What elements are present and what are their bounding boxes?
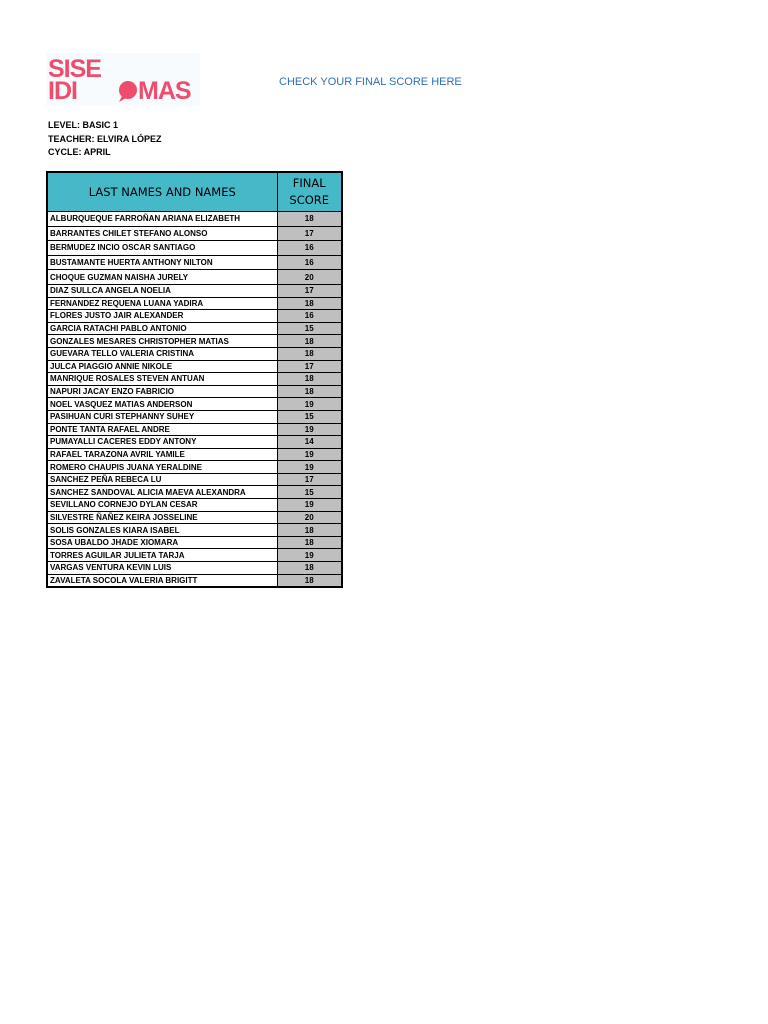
student-name-cell: DIAZ SULLCA ANGELA NOELIA: [47, 284, 277, 297]
logo-line-2a: IDI: [48, 77, 77, 105]
student-name-cell: MANRIQUE ROSALES STEVEN ANTUAN: [47, 373, 277, 386]
table-row: [47, 398, 342, 411]
final-score-cell: 20: [277, 511, 342, 524]
logo-line-1: SISE: [48, 55, 101, 83]
table-row: [47, 241, 342, 256]
student-name-cell: JULCA PIAGGIO ANNIE NIKOLE: [47, 360, 277, 373]
student-name-cell: FLORES JUSTO JAIR ALEXANDER: [47, 310, 277, 323]
logo-graphic: [46, 53, 200, 106]
student-name-cell: FERNANDEZ REQUENA LUANA YADIRA: [47, 297, 277, 310]
final-score-cell: 14: [277, 436, 342, 449]
final-score-cell: 20: [277, 270, 342, 285]
student-name-cell: GUEVARA TELLO VALERIA CRISTINA: [47, 347, 277, 360]
final-score-cell: 15: [277, 322, 342, 335]
check-final-score-link[interactable]: CHECK YOUR FINAL SCORE HERE: [279, 76, 462, 88]
header-score-line-2: SCORE: [289, 193, 330, 207]
final-score-cell: 17: [277, 226, 342, 241]
final-score-cell: 19: [277, 461, 342, 474]
table-row: [47, 562, 342, 575]
student-name-cell: TORRES AGUILAR JULIETA TARJA: [47, 549, 277, 562]
student-name-cell: ROMERO CHAUPIS JUANA YERALDINE: [47, 461, 277, 474]
table-row: [47, 226, 342, 241]
table-header-row: [47, 172, 342, 212]
student-name-cell: SEVILLANO CORNEJO DYLAN CESAR: [47, 499, 277, 512]
student-name-cell: ZAVALETA SOCOLA VALERIA BRIGITT: [47, 574, 277, 587]
student-name-cell: GARCIA RATACHI PABLO ANTONIO: [47, 322, 277, 335]
student-name-cell: VARGAS VENTURA KEVIN LUIS: [47, 562, 277, 575]
final-score-cell: 19: [277, 423, 342, 436]
table-row: [47, 297, 342, 310]
final-score-cell: 17: [277, 284, 342, 297]
student-name-cell: SOSA UBALDO JHADE XIOMARA: [47, 536, 277, 549]
student-name-cell: SILVESTRE ÑAÑEZ KEIRA JOSSELINE: [47, 511, 277, 524]
speech-bubble-icon: [119, 81, 137, 102]
sise-idiomas-logo: [46, 53, 200, 106]
logo-line-2b: MAS: [138, 77, 191, 105]
table-row: [47, 461, 342, 474]
student-name-cell: BUSTAMANTE HUERTA ANTHONY NILTON: [47, 255, 277, 270]
header-names: LAST NAMES AND NAMES: [47, 172, 277, 212]
student-name-cell: PASIHUAN CURI STEPHANNY SUHEY: [47, 410, 277, 423]
final-score-cell: 18: [277, 562, 342, 575]
table-row: [47, 436, 342, 449]
final-score-cell: 16: [277, 255, 342, 270]
final-score-cell: 18: [277, 212, 342, 227]
student-name-cell: ALBURQUEQUE FARROÑAN ARIANA ELIZABETH: [47, 212, 277, 227]
student-name-cell: CHOQUE GUZMAN NAISHA JURELY: [47, 270, 277, 285]
student-name-cell: RAFAEL TARAZONA AVRIL YAMILE: [47, 448, 277, 461]
final-score-cell: 15: [277, 410, 342, 423]
table-row: [47, 549, 342, 562]
table-row: [47, 536, 342, 549]
student-name-cell: SOLIS GONZALES KIARA ISABEL: [47, 524, 277, 537]
final-score-cell: 18: [277, 385, 342, 398]
student-name-cell: BERMUDEZ INCIO OSCAR SANTIAGO: [47, 241, 277, 256]
student-name-cell: PONTE TANTA RAFAEL ANDRE: [47, 423, 277, 436]
final-score-cell: 17: [277, 360, 342, 373]
final-score-cell: 17: [277, 473, 342, 486]
student-name-cell: NOEL VASQUEZ MATIAS ANDERSON: [47, 398, 277, 411]
student-name-cell: PUMAYALLI CACERES EDDY ANTONY: [47, 436, 277, 449]
student-name-cell: SANCHEZ PEÑA REBECA LU: [47, 473, 277, 486]
header-final-score: [277, 172, 342, 212]
student-name-cell: NAPURI JACAY ENZO FABRICIO: [47, 385, 277, 398]
table-row: [47, 373, 342, 386]
final-score-cell: 18: [277, 347, 342, 360]
table-row: [47, 410, 342, 423]
table-row: [47, 511, 342, 524]
table-row: [47, 423, 342, 436]
table-row: [47, 270, 342, 285]
final-score-cell: 16: [277, 310, 342, 323]
table-row: [47, 360, 342, 373]
table-row: [47, 212, 342, 227]
final-score-cell: 16: [277, 241, 342, 256]
table-row: [47, 335, 342, 348]
table-row: [47, 322, 342, 335]
final-score-cell: 18: [277, 373, 342, 386]
table-row: [47, 499, 342, 512]
student-name-cell: BARRANTES CHILET STEFANO ALONSO: [47, 226, 277, 241]
table-row: [47, 284, 342, 297]
student-name-cell: SANCHEZ SANDOVAL ALICIA MAEVA ALEXANDRA: [47, 486, 277, 499]
final-score-cell: 18: [277, 574, 342, 587]
final-score-cell: 15: [277, 486, 342, 499]
table-row: [47, 574, 342, 587]
final-score-cell: 19: [277, 398, 342, 411]
table-row: [47, 486, 342, 499]
header-score-line-1: FINAL: [292, 176, 326, 190]
table-row: [47, 473, 342, 486]
teacher-label: TEACHER: ELVIRA LÓPEZ: [48, 133, 162, 144]
table-row: [47, 255, 342, 270]
final-score-cell: 18: [277, 536, 342, 549]
table-row: [47, 347, 342, 360]
final-score-cell: 19: [277, 499, 342, 512]
level-label: LEVEL: BASIC 1: [48, 120, 119, 130]
student-name-cell: GONZALES MESARES CHRISTOPHER MATIAS: [47, 335, 277, 348]
table-row: [47, 448, 342, 461]
final-score-cell: 18: [277, 524, 342, 537]
final-score-cell: 19: [277, 549, 342, 562]
final-score-cell: 18: [277, 297, 342, 310]
table-row: [47, 524, 342, 537]
class-info: [48, 119, 162, 160]
final-score-cell: 19: [277, 448, 342, 461]
table-row: [47, 310, 342, 323]
final-score-cell: 18: [277, 335, 342, 348]
final-scores-table: [46, 171, 343, 588]
table-row: [47, 385, 342, 398]
cycle-label: CYCLE: APRIL: [48, 147, 111, 157]
